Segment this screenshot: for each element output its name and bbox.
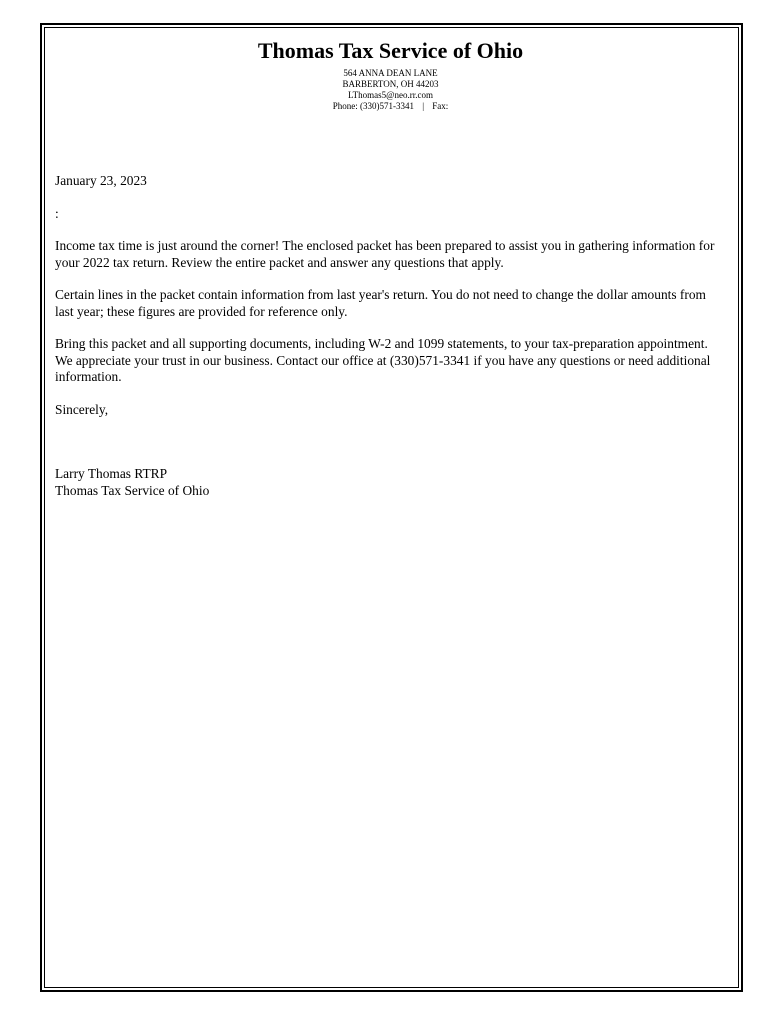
body-paragraph-1: Income tax time is just around the corner! The enclosed packet has been prepared to assist you in gathering information for your 2022 tax return. Review the entire packet and answer any questions that apply. [55,238,715,270]
page-border-inner [44,27,739,988]
phone-number: (330)571-3341 [359,101,414,111]
address-line-1: 564 ANNA DEAN LANE [343,68,438,78]
letter-date: January 23, 2023 [55,173,147,188]
salutation: : [55,205,59,221]
fax-label: Fax: [432,101,449,111]
letter-body [55,173,720,499]
signer-company: Thomas Tax Service of Ohio [55,482,210,498]
body-paragraph-3: Bring this packet and all supporting documents, including W-2 and 1099 statements, to your tax-preparation appointment. We appreciate your trust in our business. Contact our office at (330)571-3341 if you have any questions or need additional information. [55,336,711,384]
body-paragraph-2: Certain lines in the packet contain information from last year's return. You do not need to change the dollar amounts from last year; these figures are provided for reference only. [55,287,706,319]
company-name: Thomas Tax Service of Ohio [257,38,524,63]
phone-label: Phone: [332,101,358,111]
contact-separator: | [422,101,425,111]
address-line-2: BARBERTON, OH 44203 [342,79,439,89]
closing: Sincerely, [55,401,109,417]
email-address: LThomas5@neo.rr.com [348,90,433,100]
contact-line [44,101,737,112]
signer-name: Larry Thomas RTRP [55,466,168,481]
letterhead [44,38,737,112]
